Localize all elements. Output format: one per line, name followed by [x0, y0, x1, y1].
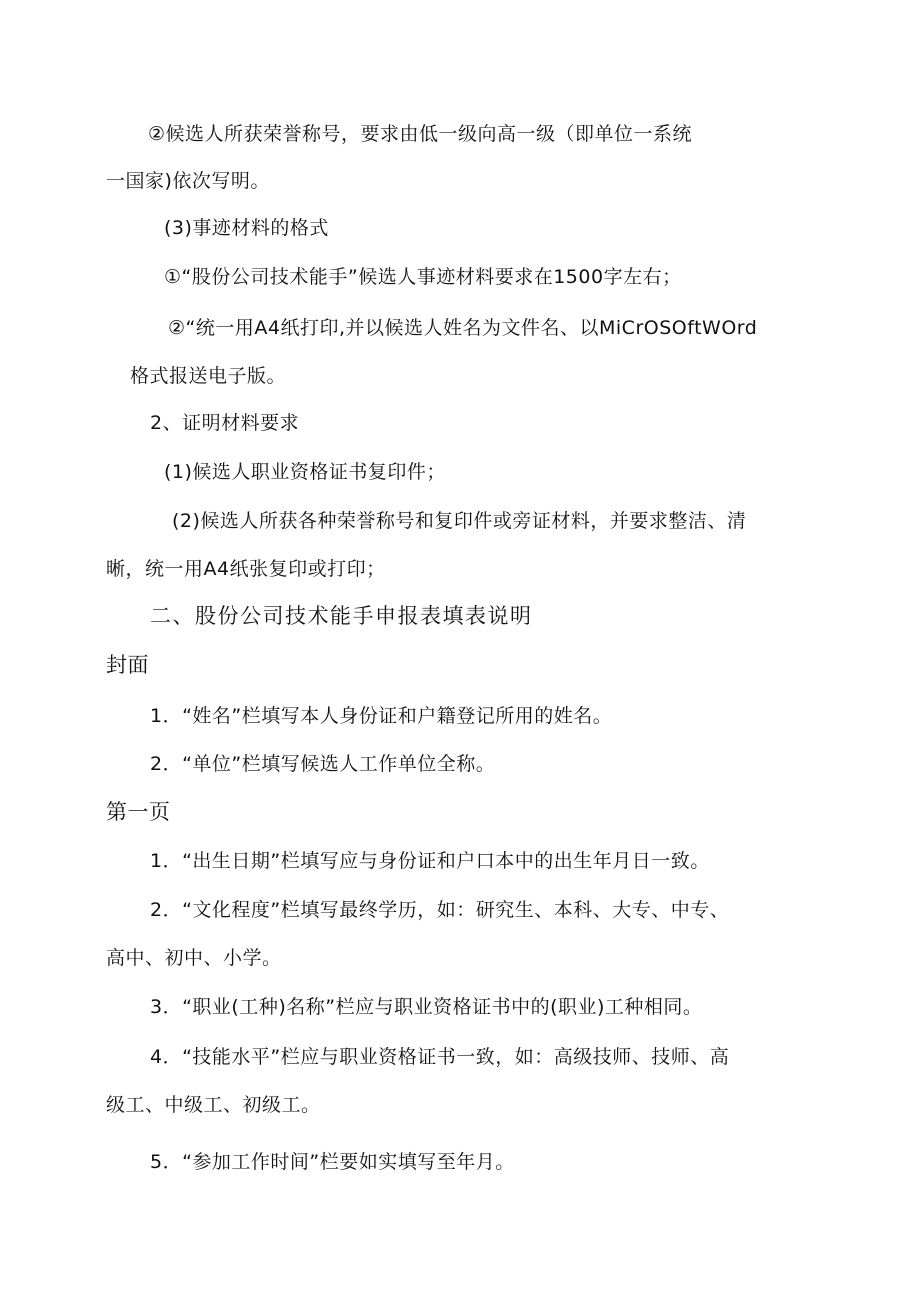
paragraph-honor-copies: (2)候选人所获各种荣誉称号和复印件或旁证材料，并要求整洁、清 — [172, 510, 747, 532]
paragraph-print-format-cont: 格式报送电子版。 — [130, 365, 287, 387]
instruction-education: 2．“文化程度”栏填写最终学历，如：研究生、本科、大专、中专、 — [150, 899, 730, 921]
instruction-work-start: 5．“参加工作时间”栏要如实填写至年月。 — [150, 1151, 515, 1173]
paragraph-print-format: ②“统一用A4纸打印,并以候选人姓名为文件名、以MiCrOSOftWOrd — [168, 317, 758, 339]
paragraph-honor-order-cont: 一国家)依次写明。 — [106, 170, 270, 192]
paragraph-honor-order: ②候选人所获荣誉称号，要求由低一级向高一级（即单位一系统 — [148, 123, 693, 145]
instruction-unit: 2．“单位”栏填写候选人工作单位全称。 — [150, 753, 496, 775]
label-cover: 封面 — [106, 653, 149, 677]
subheading-proof-materials: 2、证明材料要求 — [150, 412, 300, 434]
instruction-birth-date: 1．“出生日期”栏填写应与身份证和户口本中的出生年月日一致。 — [150, 850, 710, 872]
instruction-name: 1．“姓名”栏填写本人身份证和户籍登记所用的姓名。 — [150, 705, 613, 727]
paragraph-word-count: ①“股份公司技术能手”候选人事迹材料要求在1500字左右； — [164, 266, 682, 288]
instruction-occupation: 3．“职业(工种)名称”栏应与职业资格证书中的(职业)工种相同。 — [150, 996, 703, 1018]
section-heading-form-instructions: 二、股份公司技术能手申报表填表说明 — [150, 604, 533, 628]
paragraph-certificate-copy: (1)候选人职业资格证书复印件； — [164, 461, 446, 483]
label-page-one: 第一页 — [106, 800, 171, 824]
instruction-skill-level-cont: 级工、中级工、初级工。 — [106, 1094, 321, 1116]
instruction-education-cont: 高中、初中、小学。 — [106, 947, 282, 969]
paragraph-honor-copies-cont: 晰，统一用A4纸张复印或打印； — [106, 558, 386, 580]
subheading-material-format: (3)事迹材料的格式 — [164, 217, 329, 239]
instruction-skill-level: 4．“技能水平”栏应与职业资格证书一致，如：高级技师、技师、高 — [150, 1046, 730, 1068]
